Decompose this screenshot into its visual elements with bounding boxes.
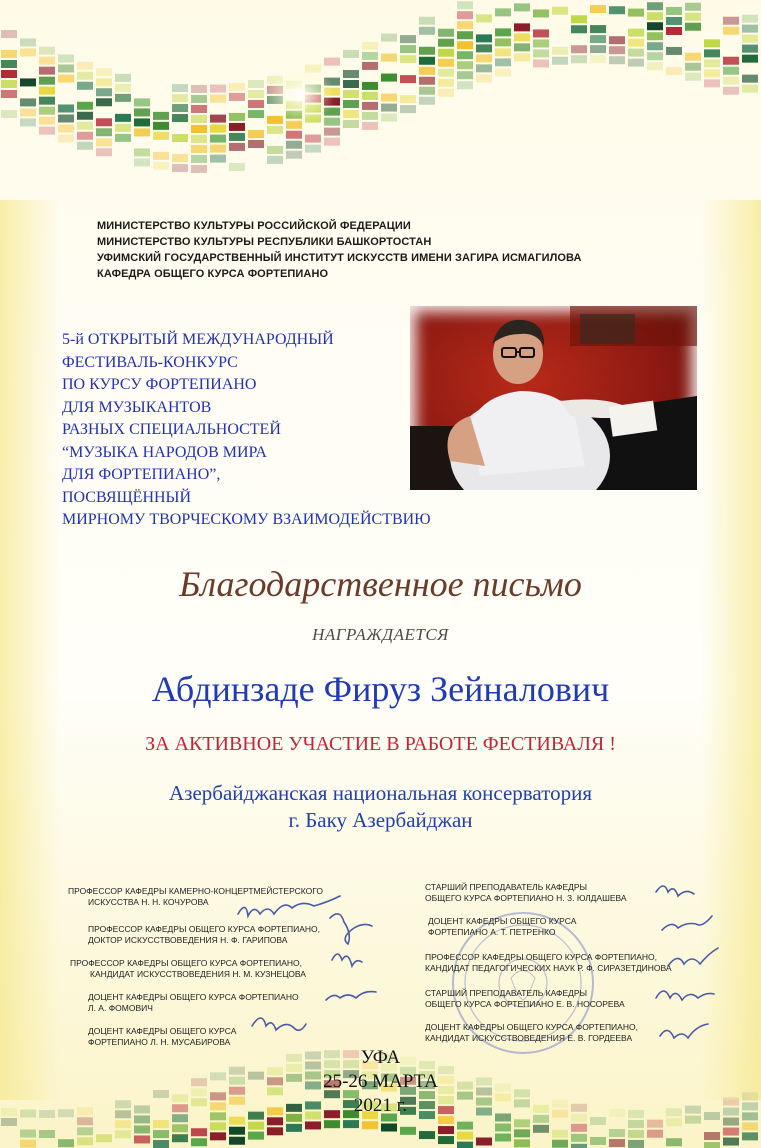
signatory-name: КАНДИДАТ ИСКУССТВОВЕДЕНИЯ Е. В. ГОРДЕЕВА: [425, 1033, 633, 1043]
awarded-label: НАГРАЖДАЕТСЯ: [312, 625, 449, 644]
ministry-line: КАФЕДРА ОБЩЕГО КУРСА ФОРТЕПИАНО: [97, 268, 329, 280]
footer-dates: 25-26 МАРТА: [323, 1071, 438, 1092]
signatory-name: ФОРТЕПИАНО Л. Н. МУСАБИРОВА: [88, 1037, 231, 1047]
signature-kochurova: [238, 896, 340, 916]
festival-line: ДЛЯ МУЗЫКАНТОВ: [62, 398, 212, 416]
signature-nosoreva: [656, 991, 714, 1000]
signatory-position: ДОЦЕНТ КАФЕДРЫ ОБЩЕГО КУРСА: [88, 1026, 237, 1036]
certificate-title: Благодарственное письмо: [179, 564, 582, 604]
signatory-name: ОБЩЕГО КУРСА ФОРТЕПИАНО Н. З. ЮЛДАШЕВА: [425, 893, 627, 903]
signatory-position: ПРОФЕССОР КАФЕДРЫ ОБЩЕГО КУРСА ФОРТЕПИАНО,: [88, 924, 321, 934]
signatory-position: ПРОФЕССОР КАФЕДРЫ ОБЩЕГО КУРСА ФОРТЕПИАНО,: [425, 952, 658, 962]
recipient-name: Абдинзаде Фируз Зейналович: [151, 669, 610, 709]
signatory-position: ДОЦЕНТ КАФЕДРЫ ОБЩЕГО КУРСА: [428, 916, 577, 926]
ministry-line: МИНИСТЕРСТВО КУЛЬТУРЫ РЕСПУБЛИКИ БАШКОРТОСТАН: [97, 236, 432, 248]
signature-sirazetdinova: [668, 948, 718, 966]
footer-year: 2021 г.: [353, 1095, 408, 1116]
signatory-name: Л. А. ФОМОВИЧ: [88, 1003, 153, 1013]
signature-gordeeva: [660, 1024, 708, 1038]
signature-musabirova: [252, 1018, 306, 1030]
footer-place-date: [0, 1046, 761, 1118]
award-reason: ЗА АКТИВНОЕ УЧАСТИЕ В РАБОТЕ ФЕСТИВАЛЯ !: [145, 733, 616, 755]
festival-line: 5-й ОТКРЫТЫЙ МЕЖДУНАРОДНЫЙ: [62, 331, 334, 348]
festival-line: МИРНОМУ ТВОРЧЕСКОМУ ВЗАИМОДЕЙСТВИЮ: [62, 511, 431, 528]
festival-line: ФЕСТИВАЛЬ-КОНКУРС: [62, 353, 238, 371]
festival-line: ПОСВЯЩЁННЫЙ: [62, 488, 192, 506]
signatory-position: СТАРШИЙ ПРЕПОДАВАТЕЛЬ КАФЕДРЫ: [425, 988, 588, 998]
institution-name: Азербайджанская национальная консерватория: [168, 781, 592, 805]
festival-line: РАЗНЫХ СПЕЦИАЛЬНОСТЕЙ: [62, 421, 281, 438]
signature-garipova: [330, 914, 372, 944]
signatory-name: КАНДИДАТ ИСКУССТВОВЕДЕНИЯ Н. М. КУЗНЕЦОВА: [90, 969, 306, 979]
signatory-position: ДОЦЕНТ КАФЕДРЫ ОБЩЕГО КУРСА ФОРТЕПИАНО: [88, 992, 299, 1002]
footer-city: УФА: [360, 1047, 401, 1068]
institution-location: г. Баку Азербайджан: [288, 808, 473, 832]
ministry-line: МИНИСТЕРСТВО КУЛЬТУРЫ РОССИЙСКОЙ ФЕДЕРАЦИИ: [97, 220, 411, 232]
festival-line: ПО КУРСУ ФОРТЕПИАНО: [62, 376, 257, 393]
signatory-name: ОБЩЕГО КУРСА ФОРТЕПИАНО Е. В. НОСОРЕВА: [425, 999, 625, 1009]
signatory-position: ПРОФЕССОР КАФЕДРЫ КАМЕРНО-КОНЦЕРТМЕЙСТЕРСКОГО: [68, 886, 324, 896]
signatory-position: ПРОФЕССОР КАФЕДРЫ ОБЩЕГО КУРСА ФОРТЕПИАНО,: [70, 958, 303, 968]
signatory-name: ФОРТЕПИАНО А. Т. ПЕТРЕНКО: [428, 927, 556, 937]
festival-line: ДЛЯ ФОРТЕПИАНО”,: [62, 466, 221, 483]
signatory-name: ИСКУССТВА Н. Н. КОЧУРОВА: [88, 897, 209, 907]
signatory-position: СТАРШИЙ ПРЕПОДАВАТЕЛЬ КАФЕДРЫ: [425, 882, 588, 892]
signature-kuznetsova: [332, 954, 362, 966]
signature-fomovich: [326, 992, 376, 1000]
ministry-line: УФИМСКИЙ ГОСУДАРСТВЕННЫЙ ИНСТИТУТ ИСКУССТВ ИМЕНИ ЗАГИРА ИСМАГИЛОВА: [97, 252, 582, 264]
signatory-name: КАНДИДАТ ПЕДАГОГИЧЕСКИХ НАУК Р. Ф. СИРАЗЕТДИНОВА: [425, 963, 672, 973]
festival-line: “МУЗЫКА НАРОДОВ МИРА: [62, 443, 267, 461]
signatory-position: ДОЦЕНТ КАФЕДРЫ ОБЩЕГО КУРСА ФОРТЕПИАНО,: [425, 1022, 638, 1032]
signature-yuldasheva: [656, 886, 694, 896]
signatory-name: ДОКТОР ИСКУССТВОВЕДЕНИЯ Н. Ф. ГАРИПОВА: [88, 935, 288, 945]
signature-petrenko: [662, 916, 712, 930]
